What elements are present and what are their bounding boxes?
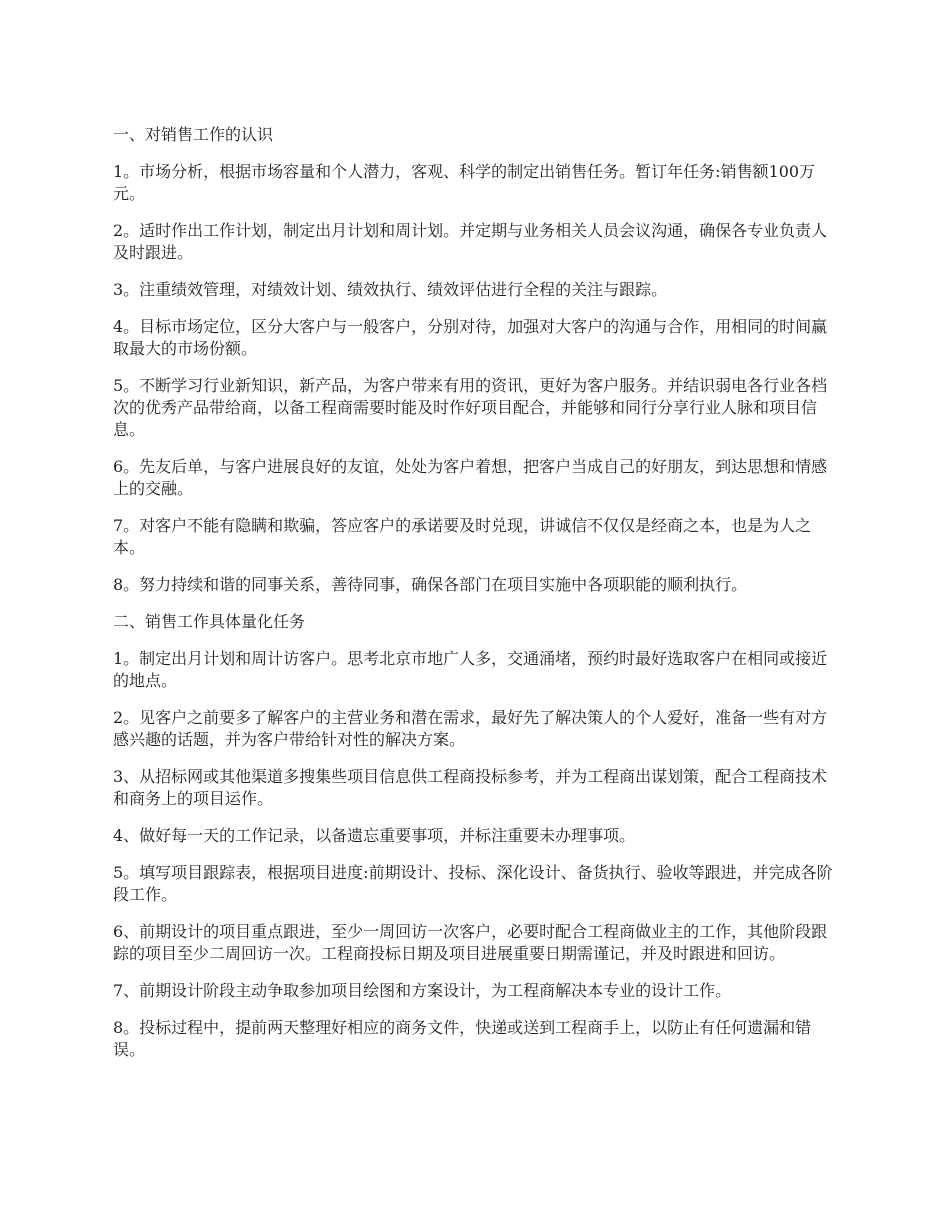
paragraph-1-3: 3。注重绩效管理，对绩效计划、绩效执行、绩效评估进行全程的关注与跟踪。 [113,280,668,299]
paragraph-2-7: 7、前期设计阶段主动争取参加项目绘图和方案设计，为工程商解决本专业的设计工作。 [113,981,732,1000]
paragraph-1-8: 8。努力持续和谐的同事关系，善待同事，确保各部门在项目实施中各项职能的顺利执行。 [113,575,748,594]
paragraph-2-4: 4、做好每一天的工作记录，以备遗忘重要事项，并标注重要未办理事项。 [113,826,636,845]
paragraph-1-1: 1。市场分析，根据市场容量和个人潜力，客观、科学的制定出销售任务。暂订年任务:销售额100万元。 [113,162,816,203]
paragraph-1-4: 4。目标市场定位，区分大客户与一般客户，分别对待，加强对大客户的沟通与合作，用相同的时间赢取最大的市场份额。 [113,317,828,358]
paragraph-2-6: 6、前期设计的项目重点跟进，至少一周回访一次客户，必要时配合工程商做业主的工作，其他阶段跟踪的项目至少二周回访一次。工程商投标日期及项目进展重要日期需谨记，并及时跟进和回访。 [113,922,828,963]
document-body [113,124,839,1076]
paragraph-1-6: 6。先友后单，与客户进展良好的友谊，处处为客户着想，把客户当成自己的好朋友，到达思想和情感上的交融。 [113,457,828,498]
paragraph-2-1: 1。制定出月计划和周计访客户。思考北京市地广人多，交通涌堵，预约时最好选取客户在相同或接近的地点。 [113,649,828,690]
paragraph-1-5: 5。不断学习行业新知识，新产品，为客户带来有用的资讯，更好为客户服务。并结识弱电各行业各档次的优秀产品带给商，以备工程商需要时能及时作好项目配合，并能够和同行分享行业人脉和项目信息。 [113,376,828,439]
paragraph-2-5: 5。填写项目跟踪表，根据项目进度:前期设计、投标、深化设计、备货执行、验收等跟进，并完成各阶段工作。 [113,863,833,904]
paragraph-2-3: 3、从招标网或其他渠道多搜集些项目信息供工程商投标参考，并为工程商出谋划策，配合工程商技术和商务上的项目运作。 [113,767,828,808]
paragraph-2-8: 8。投标过程中，提前两天整理好相应的商务文件，快递或送到工程商手上，以防止有任何遗漏和错误。 [113,1018,812,1059]
paragraph-2-2: 2。见客户之前要多了解客户的主营业务和潜在需求，最好先了解决策人的个人爱好，准备一些有对方感兴趣的话题，并为客户带给针对性的解决方案。 [113,708,828,749]
section-heading-1: 一、对销售工作的认识 [113,125,274,144]
section-heading-2: 二、销售工作具体量化任务 [113,612,306,631]
paragraph-1-2: 2。适时作出工作计划，制定出月计划和周计划。并定期与业务相关人员会议沟通，确保各专业负责人及时跟进。 [113,221,828,262]
paragraph-1-7: 7。对客户不能有隐瞒和欺骗，答应客户的承诺要及时兑现，讲诚信不仅仅是经商之本，也是为人之本。 [113,516,812,557]
